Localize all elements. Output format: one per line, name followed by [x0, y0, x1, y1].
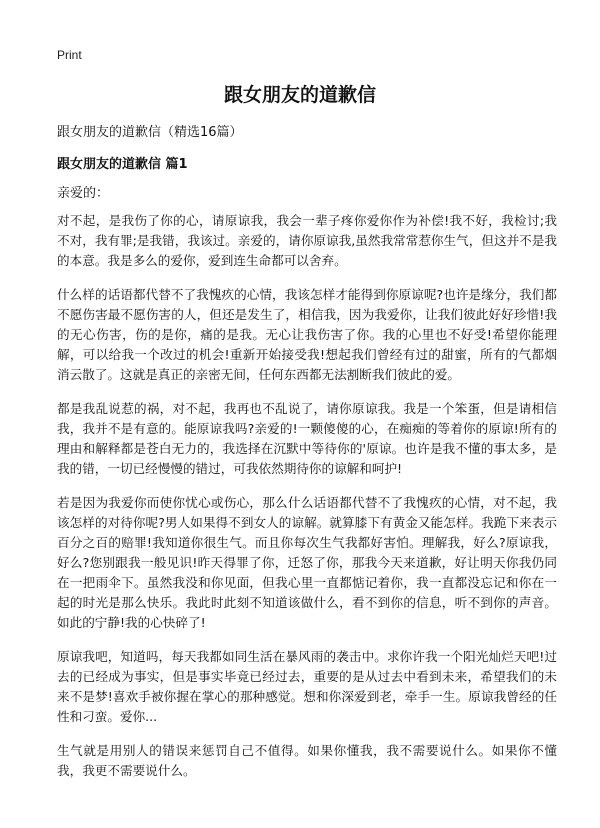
paragraph: 什么样的话语都代替不了我愧疚的心情，我该怎样才能得到你原谅呢?也许是缘分，我们都不愿伤害最不愿伤害的人，但还是发生了，相信我，因为我爱你，让我们彼此好好珍惜!我的无心伤害，伤的是你，痛的是我。无心让我伤害了你。我的心里也不好受!希望你能理解，可以给我一个改过的机会!重新开始接受我!想起我们曾经有过的甜蜜，所有的气都烟消云散了。这就是真正的亲密无间，任何东西都无法割断我们彼此的爱。 [57, 287, 557, 382]
letter-body [57, 211, 557, 795]
document-subtitle: 跟女朋友的道歉信（精选16篇） [57, 125, 243, 140]
section-heading: 跟女朋友的道歉信 篇1 [57, 157, 188, 172]
document-title: 跟女朋友的道歉信 [223, 84, 376, 106]
print-link[interactable]: Print [57, 48, 82, 62]
paragraph: 都是我乱说惹的祸，对不起，我再也不乱说了，请你原谅我。我是一个笨蛋，但是请相信我，我并不是有意的。能原谅我吗?亲爱的!一颗傻傻的心，在痴痴的等着你的原谅!所有的理由和解释都是苍白无力的，我选择在沉默中等待你的'原谅。也许是我不懂的事太多，是我的错，一切已经慢慢的错过，可我依然期待你的谅解和呵护! [57, 401, 557, 476]
paragraph: 若是因为我爱你而使你忧心或伤心，那么什么话语都代替不了我愧疚的心情，对不起，我该怎样的对待你呢?男人如果得不到女人的谅解。就算膝下有黄金又能怎样。我跪下来表示百分之百的赔罪!我知道你很生气。而且你每次生气我都好害怕。理解我，好么?原谅我，好么?您别跟我一般见识!昨天得罪了你，迁怒了你，那我今天来道歉，好让明天你我仍同在一把雨伞下。虽然我没和你见面，但我心里一直都惦记着你，我一直都没忘记和你在一起的时光是那么快乐。我此时此刻不知道该做什么，看不到你的信息，听不到你的声音。如此的宁静!我的心快碎了! [57, 495, 557, 630]
paragraph: 原谅我吧，知道吗，每天我都如同生活在暴风雨的袭击中。求你许我一个阳光灿烂天吧!过去的已经成为事实，但是事实毕竟已经过去，重要的是从过去中看到未来，希望我们的未来不是梦!喜欢手被你握在掌心的那种感觉。想和你深爱到老，牵手一生。原谅我曾经的任性和刁蛮。爱你... [57, 649, 557, 724]
paragraph: 对不起，是我伤了你的心，请原谅我，我会一辈子疼你爱你作为补偿!我不好，我检讨;我不对，我有罪;是我错，我该过。亲爱的，请你原谅我,虽然我常常惹你生气，但这并不是我的本意。我是多么的爱你，爱到连生命都可以舍弃。 [57, 213, 557, 268]
paragraph: 生气就是用别人的错误来惩罚自己不值得。如果你懂我，我不需要说什么。如果你不懂我，我更不需要说什么。 [57, 743, 557, 778]
greeting: 亲爱的： [57, 186, 110, 201]
